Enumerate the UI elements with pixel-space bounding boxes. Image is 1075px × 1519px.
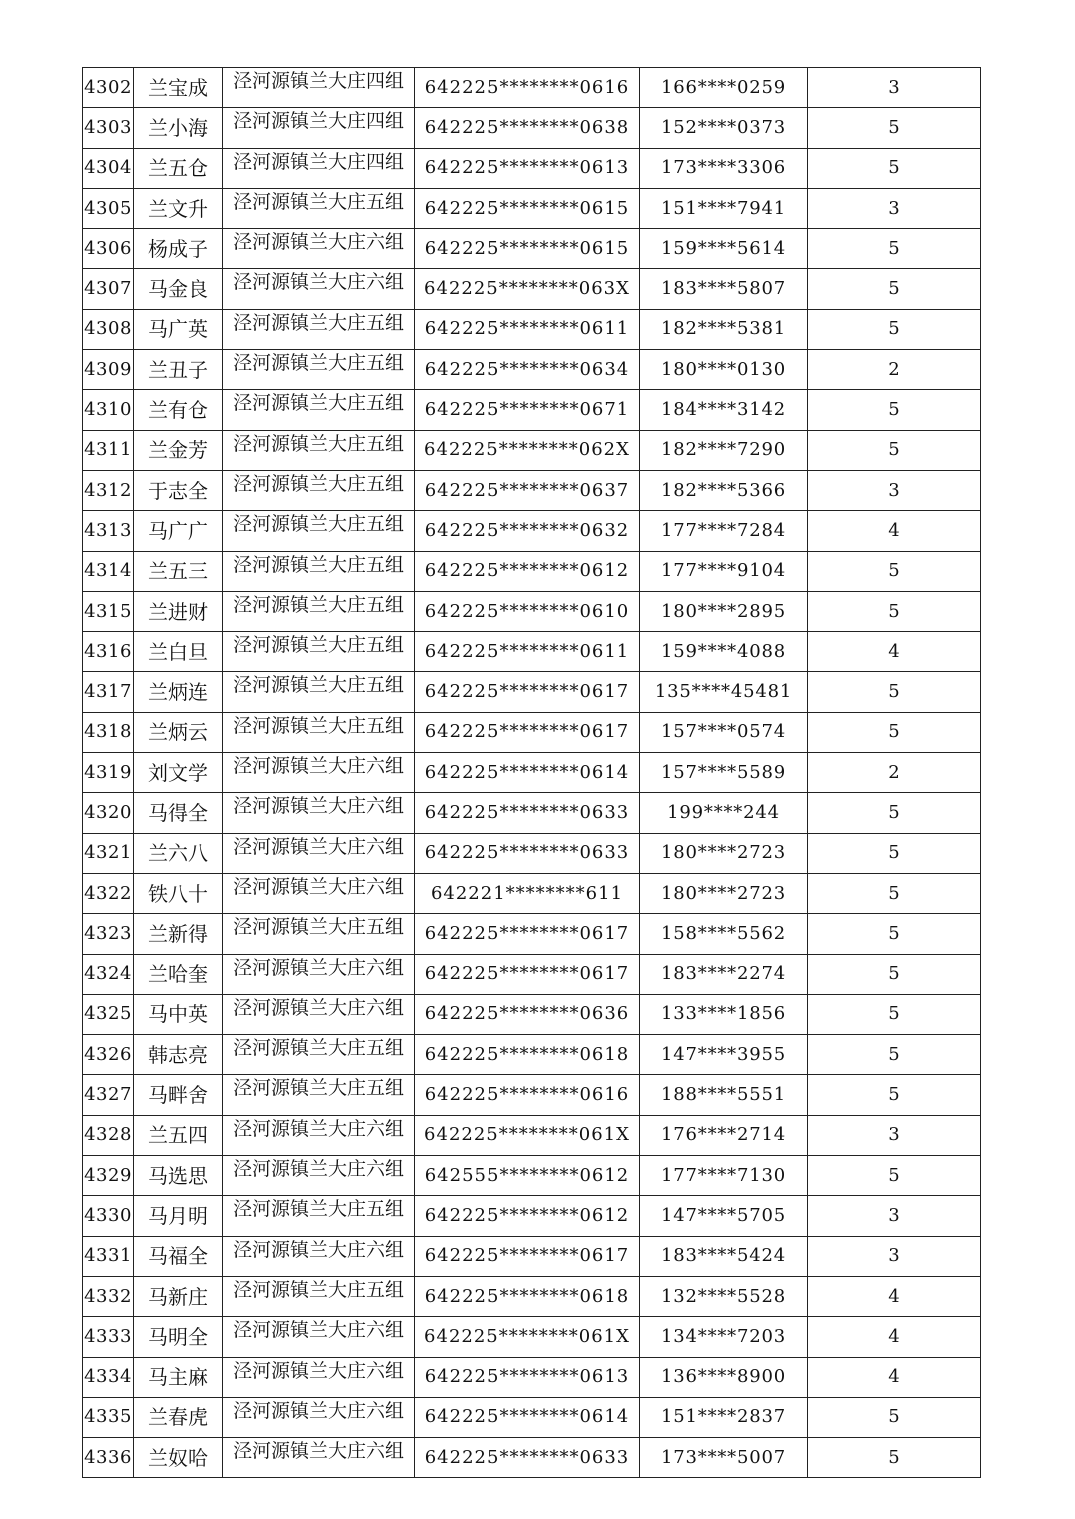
id-number-cell: 642225********0637 <box>415 470 640 510</box>
phone-number-cell: 180****2895 <box>640 591 808 631</box>
table-row <box>83 148 981 188</box>
row-number-cell: 4308 <box>83 309 134 349</box>
phone-number-cell: 199****244 <box>640 793 808 833</box>
row-number-cell: 4329 <box>83 1156 134 1196</box>
household-count-cell: 5 <box>808 1397 981 1437</box>
phone-number-cell: 188****5551 <box>640 1075 808 1115</box>
household-count-cell: 5 <box>808 390 981 430</box>
address-cell <box>223 188 415 228</box>
row-number-cell: 4305 <box>83 188 134 228</box>
phone-number-cell: 183****5424 <box>640 1236 808 1276</box>
person-name-cell: 马新庄 <box>134 1276 223 1316</box>
household-count-cell: 5 <box>808 793 981 833</box>
id-number-cell: 642225********0671 <box>415 390 640 430</box>
address-text: 泾河源镇兰大庄五组 <box>233 191 405 213</box>
phone-number-cell: 173****5007 <box>640 1438 808 1478</box>
table-row <box>83 1196 981 1236</box>
row-number-cell: 4302 <box>83 68 134 108</box>
phone-number-cell: 158****5562 <box>640 914 808 954</box>
household-count-cell: 5 <box>808 914 981 954</box>
table-row <box>83 1035 981 1075</box>
person-name-cell: 马福全 <box>134 1236 223 1276</box>
person-name-cell: 马选思 <box>134 1156 223 1196</box>
id-number-cell: 642225********0616 <box>415 68 640 108</box>
row-number-cell: 4310 <box>83 390 134 430</box>
household-count-cell: 5 <box>808 954 981 994</box>
person-name-cell: 兰宝成 <box>134 68 223 108</box>
address-cell <box>223 470 415 510</box>
table-row <box>83 1075 981 1115</box>
address-cell <box>223 551 415 591</box>
address-text: 泾河源镇兰大庄五组 <box>233 715 405 737</box>
id-number-cell: 642225********0614 <box>415 753 640 793</box>
person-name-cell: 马金良 <box>134 269 223 309</box>
id-number-cell: 642225********062X <box>415 430 640 470</box>
id-number-cell: 642225********0617 <box>415 712 640 752</box>
phone-number-cell: 166****0259 <box>640 68 808 108</box>
household-count-cell: 3 <box>808 470 981 510</box>
household-count-cell: 5 <box>808 833 981 873</box>
household-count-cell: 5 <box>808 108 981 148</box>
person-name-cell: 马畔舍 <box>134 1075 223 1115</box>
row-number-cell: 4319 <box>83 753 134 793</box>
address-cell <box>223 1438 415 1478</box>
address-cell <box>223 1156 415 1196</box>
id-number-cell: 642225********0615 <box>415 188 640 228</box>
address-cell <box>223 873 415 913</box>
address-text: 泾河源镇兰大庄六组 <box>233 957 405 979</box>
address-cell <box>223 591 415 631</box>
id-number-cell: 642555********0612 <box>415 1156 640 1196</box>
person-name-cell: 铁八十 <box>134 873 223 913</box>
id-number-cell: 642225********0636 <box>415 994 640 1034</box>
id-number-cell: 642225********0612 <box>415 551 640 591</box>
household-count-cell: 5 <box>808 229 981 269</box>
id-number-cell: 642225********061X <box>415 1317 640 1357</box>
phone-number-cell: 177****7130 <box>640 1156 808 1196</box>
table-row <box>83 430 981 470</box>
id-number-cell: 642225********0613 <box>415 148 640 188</box>
address-cell <box>223 309 415 349</box>
table-row <box>83 833 981 873</box>
address-cell <box>223 269 415 309</box>
table-row <box>83 511 981 551</box>
household-count-cell: 3 <box>808 1196 981 1236</box>
table-row <box>83 672 981 712</box>
phone-number-cell: 182****5381 <box>640 309 808 349</box>
address-cell <box>223 1035 415 1075</box>
row-number-cell: 4317 <box>83 672 134 712</box>
row-number-cell: 4322 <box>83 873 134 913</box>
phone-number-cell: 180****0130 <box>640 350 808 390</box>
address-text: 泾河源镇兰大庄五组 <box>233 1078 405 1100</box>
address-text: 泾河源镇兰大庄六组 <box>233 1118 405 1140</box>
row-number-cell: 4333 <box>83 1317 134 1357</box>
id-number-cell: 642225********0610 <box>415 591 640 631</box>
row-number-cell: 4320 <box>83 793 134 833</box>
phone-number-cell: 180****2723 <box>640 873 808 913</box>
address-text: 泾河源镇兰大庄五组 <box>233 353 405 375</box>
person-name-cell: 兰白旦 <box>134 632 223 672</box>
id-number-cell: 642225********0617 <box>415 914 640 954</box>
address-text: 泾河源镇兰大庄六组 <box>233 876 405 898</box>
person-name-cell: 兰春虎 <box>134 1397 223 1437</box>
household-count-cell: 5 <box>808 1438 981 1478</box>
table-row <box>83 350 981 390</box>
address-cell <box>223 1317 415 1357</box>
person-name-cell: 兰炳连 <box>134 672 223 712</box>
table-row <box>83 1438 981 1478</box>
household-count-cell: 5 <box>808 269 981 309</box>
address-cell <box>223 632 415 672</box>
person-name-cell: 马得全 <box>134 793 223 833</box>
household-count-cell: 5 <box>808 551 981 591</box>
row-number-cell: 4306 <box>83 229 134 269</box>
person-name-cell: 兰进财 <box>134 591 223 631</box>
phone-number-cell: 183****2274 <box>640 954 808 994</box>
household-count-cell: 5 <box>808 1075 981 1115</box>
table-row <box>83 470 981 510</box>
household-count-cell: 5 <box>808 309 981 349</box>
household-count-cell: 5 <box>808 1035 981 1075</box>
household-count-cell: 5 <box>808 873 981 913</box>
address-text: 泾河源镇兰大庄六组 <box>233 1400 405 1422</box>
address-cell <box>223 712 415 752</box>
id-number-cell: 642221********611 <box>415 873 640 913</box>
address-cell <box>223 1397 415 1437</box>
address-cell <box>223 511 415 551</box>
address-cell <box>223 148 415 188</box>
table-row <box>83 108 981 148</box>
table-row <box>83 269 981 309</box>
address-cell <box>223 793 415 833</box>
table-row <box>83 994 981 1034</box>
address-text: 泾河源镇兰大庄五组 <box>233 473 405 495</box>
row-number-cell: 4304 <box>83 148 134 188</box>
person-name-cell: 马明全 <box>134 1317 223 1357</box>
table-row <box>83 1156 981 1196</box>
address-cell <box>223 833 415 873</box>
address-cell <box>223 1196 415 1236</box>
table-row <box>83 793 981 833</box>
household-count-cell: 3 <box>808 188 981 228</box>
address-text: 泾河源镇兰大庄六组 <box>233 272 405 294</box>
phone-number-cell: 157****0574 <box>640 712 808 752</box>
address-text: 泾河源镇兰大庄五组 <box>233 393 405 415</box>
phone-number-cell: 159****5614 <box>640 229 808 269</box>
phone-number-cell: 147****3955 <box>640 1035 808 1075</box>
row-number-cell: 4327 <box>83 1075 134 1115</box>
person-name-cell: 兰新得 <box>134 914 223 954</box>
address-text: 泾河源镇兰大庄四组 <box>233 151 405 173</box>
address-text: 泾河源镇兰大庄五组 <box>233 433 405 455</box>
address-cell <box>223 390 415 430</box>
address-cell <box>223 1357 415 1397</box>
household-table <box>82 67 981 1478</box>
address-cell <box>223 914 415 954</box>
table-row <box>83 229 981 269</box>
person-name-cell: 兰哈奎 <box>134 954 223 994</box>
address-text: 泾河源镇兰大庄五组 <box>233 675 405 697</box>
row-number-cell: 4323 <box>83 914 134 954</box>
person-name-cell: 刘文学 <box>134 753 223 793</box>
row-number-cell: 4326 <box>83 1035 134 1075</box>
id-number-cell: 642225********0618 <box>415 1276 640 1316</box>
table-row <box>83 1397 981 1437</box>
phone-number-cell: 147****5705 <box>640 1196 808 1236</box>
id-number-cell: 642225********0616 <box>415 1075 640 1115</box>
person-name-cell: 兰炳云 <box>134 712 223 752</box>
phone-number-cell: 176****2714 <box>640 1115 808 1155</box>
address-cell <box>223 1276 415 1316</box>
address-cell <box>223 672 415 712</box>
row-number-cell: 4309 <box>83 350 134 390</box>
address-cell <box>223 1236 415 1276</box>
phone-number-cell: 132****5528 <box>640 1276 808 1316</box>
id-number-cell: 642225********0614 <box>415 1397 640 1437</box>
table-row <box>83 873 981 913</box>
person-name-cell: 于志全 <box>134 470 223 510</box>
address-cell <box>223 994 415 1034</box>
phone-number-cell: 182****7290 <box>640 430 808 470</box>
person-name-cell: 兰丑子 <box>134 350 223 390</box>
table-row <box>83 1357 981 1397</box>
person-name-cell: 兰小海 <box>134 108 223 148</box>
table-row <box>83 1236 981 1276</box>
table-row <box>83 914 981 954</box>
phone-number-cell: 183****5807 <box>640 269 808 309</box>
row-number-cell: 4303 <box>83 108 134 148</box>
person-name-cell: 马月明 <box>134 1196 223 1236</box>
id-number-cell: 642225********0617 <box>415 672 640 712</box>
address-text: 泾河源镇兰大庄五组 <box>233 594 405 616</box>
address-text: 泾河源镇兰大庄六组 <box>233 1360 405 1382</box>
row-number-cell: 4315 <box>83 591 134 631</box>
household-count-cell: 5 <box>808 1156 981 1196</box>
phone-number-cell: 152****0373 <box>640 108 808 148</box>
row-number-cell: 4334 <box>83 1357 134 1397</box>
phone-number-cell: 151****2837 <box>640 1397 808 1437</box>
person-name-cell: 兰六八 <box>134 833 223 873</box>
table-row <box>83 1276 981 1316</box>
address-text: 泾河源镇兰大庄五组 <box>233 312 405 334</box>
address-text: 泾河源镇兰大庄五组 <box>233 635 405 657</box>
row-number-cell: 4324 <box>83 954 134 994</box>
address-cell <box>223 1075 415 1115</box>
table-row <box>83 632 981 672</box>
household-count-cell: 5 <box>808 712 981 752</box>
id-number-cell: 642225********0611 <box>415 309 640 349</box>
household-count-cell: 5 <box>808 430 981 470</box>
phone-number-cell: 180****2723 <box>640 833 808 873</box>
row-number-cell: 4330 <box>83 1196 134 1236</box>
household-count-cell: 2 <box>808 350 981 390</box>
id-number-cell: 642225********0613 <box>415 1357 640 1397</box>
address-text: 泾河源镇兰大庄六组 <box>233 756 405 778</box>
id-number-cell: 642225********0633 <box>415 1438 640 1478</box>
household-count-cell: 3 <box>808 1115 981 1155</box>
address-cell <box>223 108 415 148</box>
id-number-cell: 642225********0617 <box>415 954 640 994</box>
id-number-cell: 642225********063X <box>415 269 640 309</box>
table-row <box>83 1115 981 1155</box>
address-text: 泾河源镇兰大庄五组 <box>233 554 405 576</box>
row-number-cell: 4314 <box>83 551 134 591</box>
phone-number-cell: 177****9104 <box>640 551 808 591</box>
row-number-cell: 4316 <box>83 632 134 672</box>
address-text: 泾河源镇兰大庄五组 <box>233 1199 405 1221</box>
id-number-cell: 642225********0633 <box>415 833 640 873</box>
row-number-cell: 4336 <box>83 1438 134 1478</box>
address-text: 泾河源镇兰大庄六组 <box>233 232 405 254</box>
phone-number-cell: 182****5366 <box>640 470 808 510</box>
table-row <box>83 68 981 108</box>
table-row <box>83 551 981 591</box>
table-row <box>83 309 981 349</box>
person-name-cell: 兰五四 <box>134 1115 223 1155</box>
table-row <box>83 753 981 793</box>
household-count-cell: 2 <box>808 753 981 793</box>
row-number-cell: 4332 <box>83 1276 134 1316</box>
address-cell <box>223 1115 415 1155</box>
table-row <box>83 712 981 752</box>
id-number-cell: 642225********0618 <box>415 1035 640 1075</box>
id-number-cell: 642225********0612 <box>415 1196 640 1236</box>
person-name-cell: 马中英 <box>134 994 223 1034</box>
address-text: 泾河源镇兰大庄五组 <box>233 1038 405 1060</box>
address-text: 泾河源镇兰大庄四组 <box>233 71 405 92</box>
household-count-cell: 4 <box>808 1317 981 1357</box>
address-text: 泾河源镇兰大庄六组 <box>233 997 405 1019</box>
person-name-cell: 马广广 <box>134 511 223 551</box>
row-number-cell: 4321 <box>83 833 134 873</box>
household-count-cell: 3 <box>808 1236 981 1276</box>
id-number-cell: 642225********0617 <box>415 1236 640 1276</box>
address-text: 泾河源镇兰大庄六组 <box>233 836 405 858</box>
address-cell <box>223 430 415 470</box>
address-text: 泾河源镇兰大庄六组 <box>233 1159 405 1181</box>
person-name-cell: 韩志亮 <box>134 1035 223 1075</box>
address-text: 泾河源镇兰大庄六组 <box>233 796 405 818</box>
household-count-cell: 4 <box>808 1357 981 1397</box>
address-text: 泾河源镇兰大庄六组 <box>233 1239 405 1261</box>
row-number-cell: 4318 <box>83 712 134 752</box>
row-number-cell: 4325 <box>83 994 134 1034</box>
person-name-cell: 马广英 <box>134 309 223 349</box>
address-cell <box>223 229 415 269</box>
id-number-cell: 642225********0634 <box>415 350 640 390</box>
address-text: 泾河源镇兰大庄五组 <box>233 1279 405 1301</box>
person-name-cell: 杨成子 <box>134 229 223 269</box>
table-row <box>83 591 981 631</box>
household-count-cell: 5 <box>808 672 981 712</box>
household-count-cell: 5 <box>808 994 981 1034</box>
phone-number-cell: 157****5589 <box>640 753 808 793</box>
table-row <box>83 188 981 228</box>
id-number-cell: 642225********0632 <box>415 511 640 551</box>
address-cell <box>223 753 415 793</box>
id-number-cell: 642225********0615 <box>415 229 640 269</box>
row-number-cell: 4313 <box>83 511 134 551</box>
address-text: 泾河源镇兰大庄五组 <box>233 514 405 536</box>
row-number-cell: 4307 <box>83 269 134 309</box>
table-row <box>83 954 981 994</box>
household-count-cell: 4 <box>808 1276 981 1316</box>
address-text: 泾河源镇兰大庄五组 <box>233 917 405 939</box>
phone-number-cell: 133****1856 <box>640 994 808 1034</box>
address-text: 泾河源镇兰大庄四组 <box>233 111 405 133</box>
person-name-cell: 兰金芳 <box>134 430 223 470</box>
household-count-cell: 5 <box>808 591 981 631</box>
phone-number-cell: 173****3306 <box>640 148 808 188</box>
phone-number-cell: 159****4088 <box>640 632 808 672</box>
table-row <box>83 1317 981 1357</box>
phone-number-cell: 177****7284 <box>640 511 808 551</box>
row-number-cell: 4312 <box>83 470 134 510</box>
person-name-cell: 兰五三 <box>134 551 223 591</box>
table-row <box>83 390 981 430</box>
row-number-cell: 4311 <box>83 430 134 470</box>
address-text: 泾河源镇兰大庄六组 <box>233 1320 405 1342</box>
phone-number-cell: 135****45481 <box>640 672 808 712</box>
household-count-cell: 4 <box>808 632 981 672</box>
person-name-cell: 马主麻 <box>134 1357 223 1397</box>
address-cell <box>223 350 415 390</box>
household-count-cell: 4 <box>808 511 981 551</box>
person-name-cell: 兰五仓 <box>134 148 223 188</box>
address-text: 泾河源镇兰大庄六组 <box>233 1441 405 1463</box>
id-number-cell: 642225********0611 <box>415 632 640 672</box>
person-name-cell: 兰文升 <box>134 188 223 228</box>
phone-number-cell: 134****7203 <box>640 1317 808 1357</box>
id-number-cell: 642225********0633 <box>415 793 640 833</box>
household-count-cell: 3 <box>808 68 981 108</box>
person-name-cell: 兰有仓 <box>134 390 223 430</box>
table-body <box>83 68 981 1478</box>
phone-number-cell: 184****3142 <box>640 390 808 430</box>
address-cell <box>223 954 415 994</box>
address-cell <box>223 68 415 108</box>
phone-number-cell: 136****8900 <box>640 1357 808 1397</box>
row-number-cell: 4328 <box>83 1115 134 1155</box>
id-number-cell: 642225********061X <box>415 1115 640 1155</box>
household-count-cell: 5 <box>808 148 981 188</box>
id-number-cell: 642225********0638 <box>415 108 640 148</box>
person-name-cell: 兰奴哈 <box>134 1438 223 1478</box>
row-number-cell: 4331 <box>83 1236 134 1276</box>
phone-number-cell: 151****7941 <box>640 188 808 228</box>
row-number-cell: 4335 <box>83 1397 134 1437</box>
